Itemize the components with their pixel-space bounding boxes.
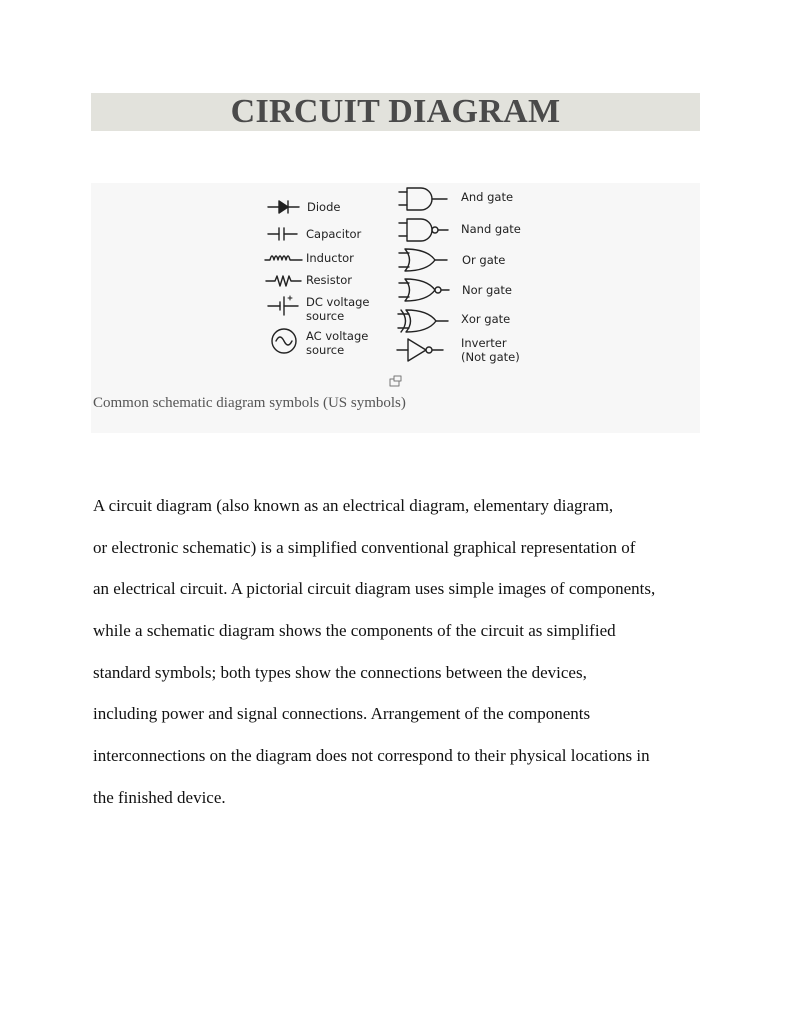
body-line: while a schematic diagram shows the components of the circuit as simplified [93,621,616,641]
nand-gate-label: Nand gate [461,222,521,236]
title-bar [91,93,700,131]
or-gate-icon [399,249,447,271]
and-gate-icon [399,188,447,210]
nor-gate-label: Nor gate [462,283,512,297]
resistor-label: Resistor [306,273,352,287]
diode-icon [268,201,299,213]
dc-voltage-source-icon [268,296,298,315]
inverter-label-line2: (Not gate) [461,350,520,364]
inductor-label: Inductor [306,251,354,265]
figure-caption: Common schematic diagram symbols (US symbols) [93,395,406,411]
inverter-icon [397,339,443,361]
capacitor-icon [268,228,297,240]
ac-voltage-source-icon [272,329,296,353]
capacitor-label: Capacitor [306,227,362,241]
enlarge-icon [390,376,401,386]
schematic-symbols-figure [91,183,700,433]
page-title: CIRCUIT DIAGRAM [230,93,561,130]
body-line: or electronic schematic) is a simplified conventional graphical representation of [93,537,636,557]
schematic-symbols-image [91,183,700,393]
nor-gate-icon [399,279,449,301]
or-gate-label: Or gate [462,253,506,267]
body-line: A circuit diagram (also known as an electrical diagram, elementary diagram, [93,496,614,515]
xor-gate-label: Xor gate [461,312,511,326]
body-line: an electrical circuit. A pictorial circuit diagram uses simple images of components, [93,579,656,599]
ac-voltage-label-line2: source [306,343,345,357]
body-line: standard symbols; both types show the connections between the devices, [93,662,587,682]
ac-voltage-label-line1: AC voltage [306,329,369,343]
and-gate-label: And gate [461,190,514,204]
body-line: the finished device. [93,787,226,807]
nand-gate-icon [399,219,448,241]
xor-gate-icon [398,310,448,332]
body-paragraph [93,490,733,824]
inverter-label-line1: Inverter [461,336,507,350]
diode-label: Diode [307,200,341,214]
dc-voltage-label-line1: DC voltage [306,295,370,309]
body-line: interconnections on the diagram does not correspond to their physical locations in [93,746,650,766]
inductor-icon [265,256,302,260]
dc-voltage-label-line2: source [306,309,345,323]
body-line: including power and signal connections. Arrangement of the components [93,704,591,724]
resistor-icon [266,276,301,286]
